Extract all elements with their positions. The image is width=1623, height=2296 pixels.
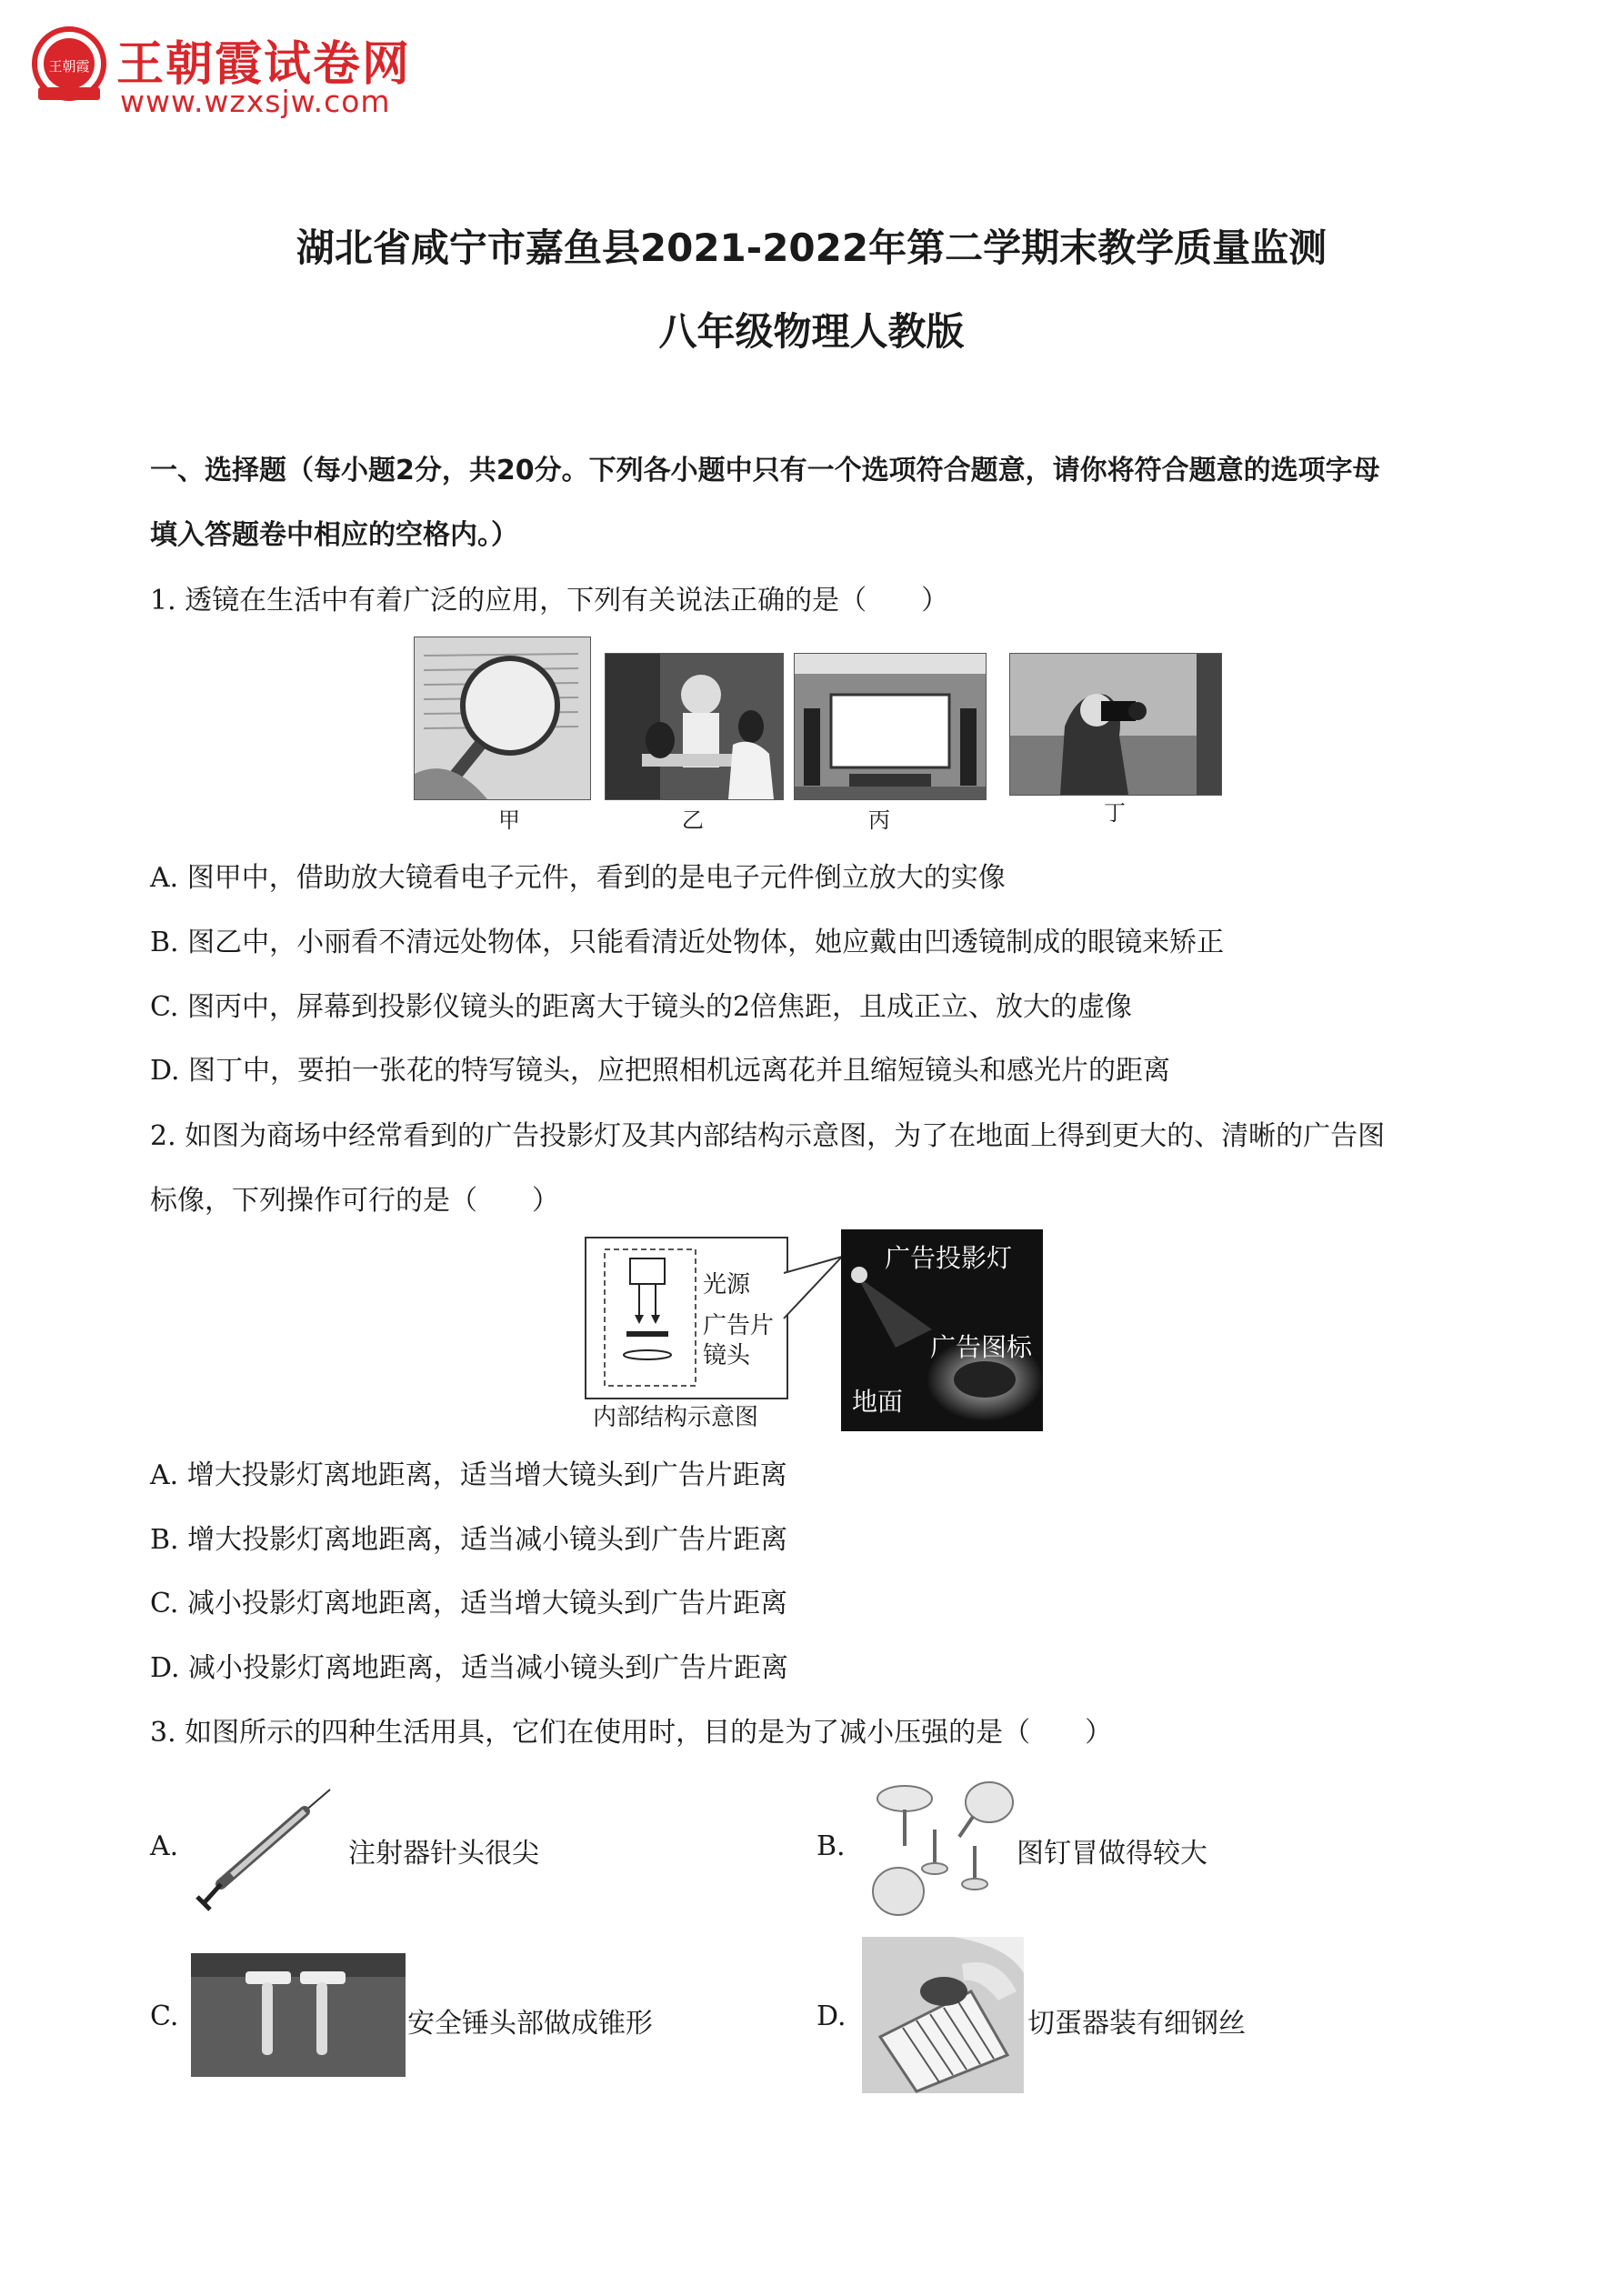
question-1-option-b[interactable]: B. 图乙中，小丽看不清远处物体，只能看清近处物体，她应戴由凹透镜制成的眼镜来矫正 xyxy=(150,927,1225,958)
question-3-option-b-text[interactable]: 图钉冒做得较大 xyxy=(1017,1838,1207,1870)
question-3-option-c-letter[interactable]: C. xyxy=(150,2000,179,2032)
question-1-stem: 1. 透镜在生活中有着广泛的应用，下列有关说法正确的是（ ） xyxy=(150,585,949,617)
magnifier-photo xyxy=(414,637,591,800)
projector-room-photo xyxy=(794,653,987,800)
question-3-option-d-text[interactable]: 切蛋器装有细钢丝 xyxy=(1027,2008,1246,2040)
diagram-caption: 内部结构示意图 xyxy=(593,1404,759,1431)
site-title: 王朝霞试卷网 xyxy=(116,37,412,92)
question-3-option-a-letter[interactable]: A. xyxy=(150,1830,179,1862)
callout-pointer xyxy=(782,1255,846,1328)
projection-lamp-photo xyxy=(841,1229,1043,1431)
question-2-option-d[interactable]: D. 减小投影灯离地距离，适当减小镜头到广告片距离 xyxy=(150,1652,789,1684)
image-label-yi: 乙 xyxy=(682,807,704,833)
label-lens: 镜头 xyxy=(703,1342,751,1369)
label-ad-image: 广告图标 xyxy=(930,1332,1033,1362)
question-3-option-c-text[interactable]: 安全锤头部做成锥形 xyxy=(407,2008,653,2040)
document-subtitle: 八年级物理人教版 xyxy=(658,309,965,354)
thumbtack-image xyxy=(864,1773,1027,1923)
safety-hammer-photo xyxy=(191,1953,406,2077)
camera-photo xyxy=(1009,653,1222,796)
question-3-stem: 3. 如图所示的四种生活用具，它们在使用时，目的是为了减小压强的是（ ） xyxy=(150,1717,1113,1749)
emblem-text: 王朝霞 xyxy=(48,58,90,75)
label-light-source: 光源 xyxy=(703,1271,751,1298)
syringe-image xyxy=(195,1784,341,1911)
question-3-option-a-text[interactable]: 注射器针头很尖 xyxy=(348,1838,539,1870)
internal-structure-diagram xyxy=(585,1237,788,1399)
image-label-jia: 甲 xyxy=(498,807,520,833)
question-2-stem: 2. 如图为商场中经常看到的广告投影灯及其内部结构示意图，为了在地面上得到更大的、清晰的广告图 xyxy=(150,1120,1386,1152)
question-1-option-c[interactable]: C. 图丙中，屏幕到投影仪镜头的距离大于镜头的2倍焦距，且成正立、放大的虚像 xyxy=(150,991,1133,1023)
egg-slicer-photo xyxy=(862,1937,1024,2093)
label-projection-lamp: 广告投影灯 xyxy=(885,1243,1013,1273)
question-2-option-b[interactable]: B. 增大投影灯离地距离，适当减小镜头到广告片距离 xyxy=(150,1524,788,1556)
question-2-option-a[interactable]: A. 增大投影灯离地距离，适当增大镜头到广告片距离 xyxy=(150,1459,787,1491)
image-label-bing: 丙 xyxy=(868,807,890,833)
question-2-stem-cont: 标像，下列操作可行的是（ ） xyxy=(150,1185,559,1217)
document-title: 湖北省咸宁市嘉鱼县2021-2022年第二学期末教学质量监测 xyxy=(296,226,1327,270)
site-url[interactable]: www.wzxsjw.com xyxy=(120,84,391,119)
question-1-option-a[interactable]: A. 图甲中，借助放大镜看电子元件，看到的是电子元件倒立放大的实像 xyxy=(150,862,1006,894)
label-film: 广告片 xyxy=(703,1312,775,1339)
question-3-option-d-letter[interactable]: D. xyxy=(817,2000,847,2032)
question-2-option-c[interactable]: C. 减小投影灯离地距离，适当增大镜头到广告片距离 xyxy=(150,1588,787,1619)
question-1-option-d[interactable]: D. 图丁中，要拍一张花的特写镜头，应把照相机远离花并且缩短镜头和感光片的距离 xyxy=(150,1055,1171,1087)
site-emblem-logo xyxy=(27,24,111,107)
eye-exam-photo xyxy=(605,653,784,800)
image-label-ding: 丁 xyxy=(1104,800,1126,826)
section-heading-cont: 填入答题卷中相应的空格内。） xyxy=(150,519,518,551)
section-heading: 一、选择题（每小题2分，共20分。下列各小题中只有一个选项符合题意，请你将符合题意的选项字母 xyxy=(150,455,1380,486)
question-3-option-b-letter[interactable]: B. xyxy=(817,1830,846,1862)
label-ground: 地面 xyxy=(852,1387,904,1417)
